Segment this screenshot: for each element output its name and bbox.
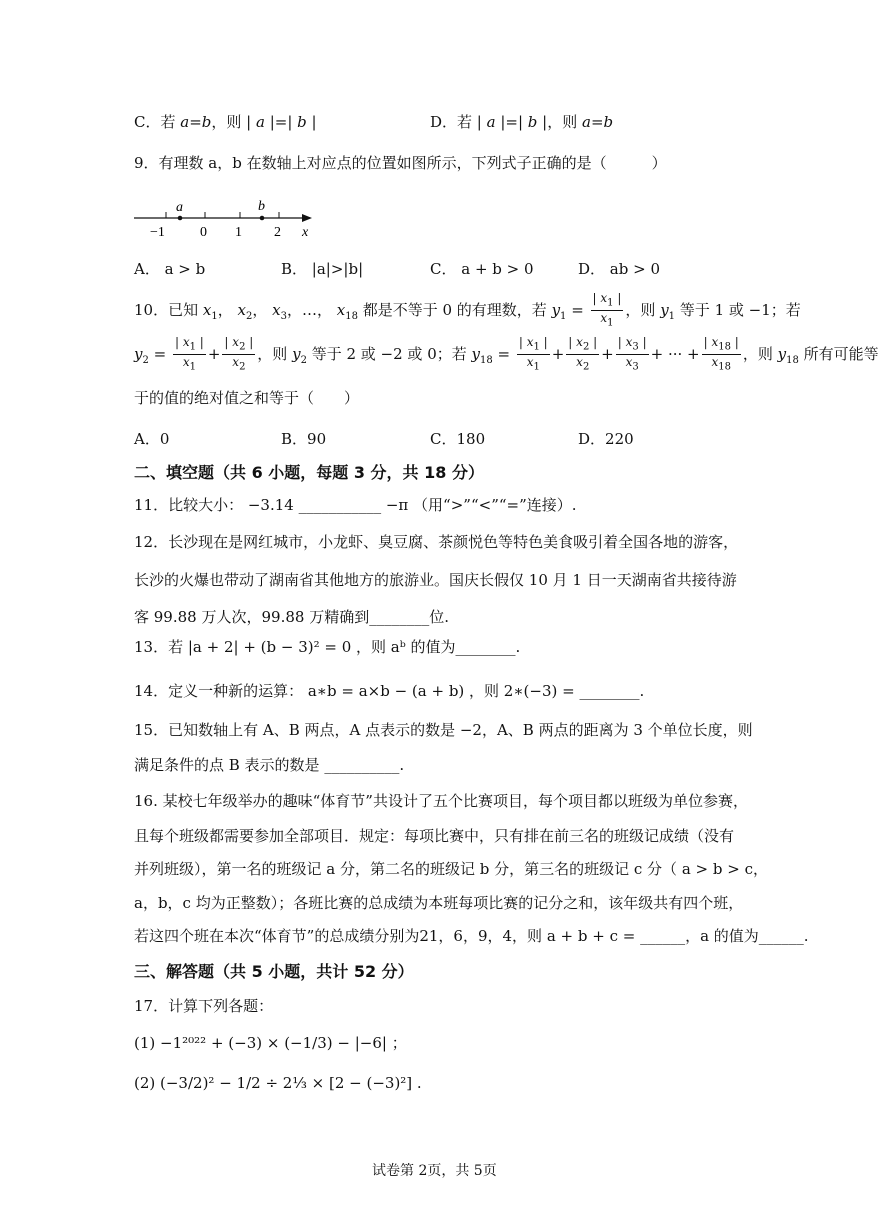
q9-option-b: B． |a|>|b| bbox=[281, 260, 364, 278]
q17-stem: 17．计算下列各题： bbox=[134, 997, 274, 1015]
q9-option-c: C． a + b > 0 bbox=[430, 260, 534, 278]
point-a-label: a bbox=[176, 200, 183, 215]
tick-label: −1 bbox=[150, 225, 165, 240]
tick-label: 0 bbox=[200, 225, 207, 240]
q12-line1: 12．长沙现在是网红城市，小龙虾、臭豆腐、茶颜悦色等特色美食吸引着全国各地的游客， bbox=[134, 533, 739, 551]
q10-line1: 10．已知 $x_1$， $x_2$， $x_3$，…， $x_{18}$ 都是不等于 0 的有理数，若 $y_1$ = $\frac{| x_1 |}{x_1}$ ，则 $y_1$ 等于 1 或 −1；若 bbox=[134, 291, 801, 329]
q16-line1: 16. 某校七年级举办的趣味“体育节”共设计了五个比赛项目，每个项目都以班级为单位参赛， bbox=[134, 792, 748, 810]
q9-option-d: D． ab > 0 bbox=[578, 260, 660, 278]
q10-line2: $y_2$ = $\frac{| x_1 |}{x_1}$ + $\frac{| x_2 |}{x_2}$ ，则 $y_2$ 等于 2 或 −2 或 0；若 $y_{18}$ = $\frac{| x_1 |}{x_1}$ + $\frac{| x_2 |}{x_2}$ + $\frac{| x_3 |}{x_3}$ + ··· + $\frac{| x_{18} |}{x_{18}}$ ，则 $y_{18}$ 所有可能等 bbox=[134, 335, 879, 373]
tick-label: 2 bbox=[274, 225, 281, 240]
q16-line5: 若这四个班在本次“体育节”的总成绩分别为21，6，9，4，则 a + b + c = ______，a 的值为______. bbox=[134, 927, 809, 945]
number-line-figure bbox=[132, 194, 332, 240]
tick-label: 1 bbox=[235, 225, 242, 240]
page-footer: 试卷第 2页，共 5页 bbox=[372, 1163, 497, 1179]
q16-line2: 且每个班级都需要参加全部项目．规定：每项比赛中，只有排在前三名的班级记成绩（没有 bbox=[134, 827, 735, 845]
q15-line2: 满足条件的点 B 表示的数是 __________. bbox=[134, 756, 405, 774]
q11: 11．比较大小： −3.14 ___________ −π （用“>”“<”“=”连接）. bbox=[134, 496, 577, 514]
q9-option-a: A． a > b bbox=[134, 260, 206, 278]
q8-option-c: C．若 a=b，则 | a |=| b | bbox=[134, 113, 317, 131]
section-solve-title: 三、解答题（共 5 小题，共计 52 分） bbox=[134, 962, 414, 981]
q12-line3: 客 99.88 万人次，99.88 万精确到________位. bbox=[134, 608, 449, 626]
q10-option-d: D．220 bbox=[578, 430, 634, 448]
q9-stem: 9．有理数 a，b 在数轴上对应点的位置如图所示，下列式子正确的是（ ） bbox=[134, 154, 667, 172]
q17-part1: (1) −1²⁰²² + (−3) × (−1/3) − |−6| ； bbox=[134, 1034, 407, 1052]
q14: 14．定义一种新的运算： a∗b = a×b − (a + b) ，则 2∗(−3) = ________. bbox=[134, 682, 645, 700]
axis-label: x bbox=[302, 225, 309, 240]
q12-line2: 长沙的火爆也带动了湖南省其他地方的旅游业。国庆长假仅 10 月 1 日一天湖南省共接待游 bbox=[134, 571, 737, 589]
q16-line3: 并列班级），第一名的班级记 a 分，第二名的班级记 b 分，第三名的班级记 c 分（ a > b > c， bbox=[134, 860, 768, 878]
q10-line3: 于的值的绝对值之和等于（ ） bbox=[134, 389, 360, 407]
q10-option-a: A．0 bbox=[134, 430, 170, 448]
q10-option-c: C．180 bbox=[430, 430, 486, 448]
point-b-label: b bbox=[258, 199, 265, 214]
q15-line1: 15．已知数轴上有 A、B 两点，A 点表示的数是 −2，A、B 两点的距离为 3 个单位长度，则 bbox=[134, 721, 753, 739]
q16-line4: a，b，c 均为正整数）；各班比赛的总成绩为本班每项比赛的记分之和，该年级共有四个班， bbox=[134, 894, 744, 912]
q10-option-b: B．90 bbox=[281, 430, 327, 448]
q13: 13．若 |a + 2| + (b − 3)² = 0 ，则 aᵇ 的值为________. bbox=[134, 638, 521, 656]
section-fill-in-title: 二、填空题（共 6 小题，每题 3 分，共 18 分） bbox=[134, 463, 484, 482]
q17-part2: (2) (−3/2)² − 1/2 ÷ 2⅓ × [2 − (−3)²] . bbox=[134, 1074, 422, 1092]
q8-option-d: D．若 | a |=| b |，则 a=b bbox=[430, 113, 614, 131]
